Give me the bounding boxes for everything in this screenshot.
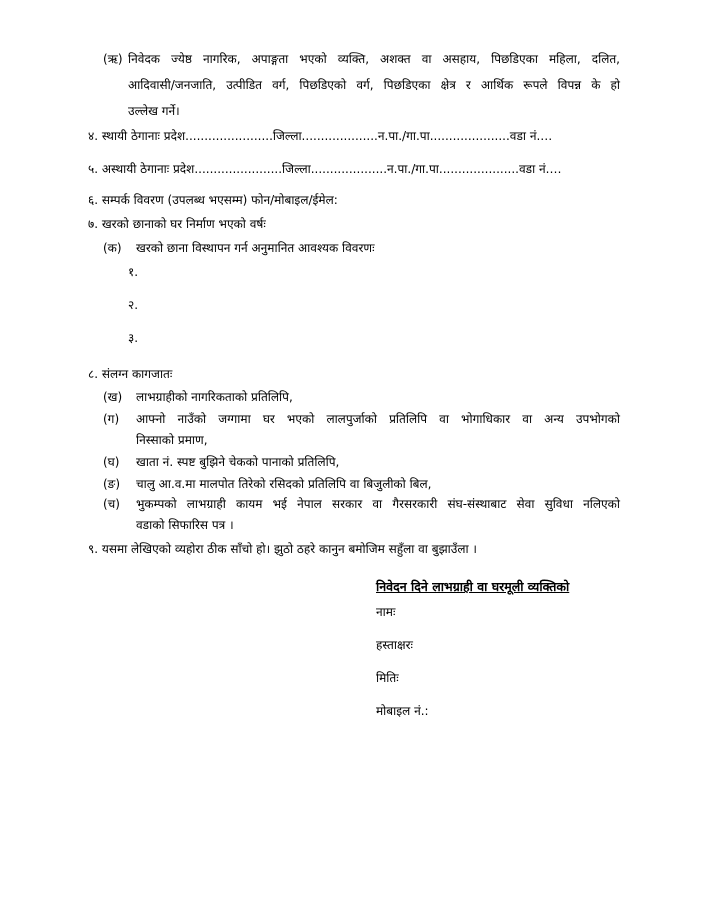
signature-block-title: निवेदन दिने लाभग्राही वा घरमूली व्यक्तिको: [376, 579, 570, 594]
estimate-point-1: १.: [128, 265, 139, 279]
temporary-address-line: ५. अस्थायी ठेगानाः प्रदेश.......................जिल्ला....................न.पा./गा.पा.....................वडा नं.…: [88, 162, 562, 176]
construction-year-line: ७. खरको छानाको घर निर्माण भएको वर्षः: [88, 217, 266, 231]
item7-ka-text: खरको छाना विस्थापन गर्न अनुमानित आवश्यक विवरणः: [136, 241, 375, 255]
attach-nga-marker: (ङ): [103, 477, 121, 491]
section-ri-marker: (ऋ): [103, 52, 123, 66]
attach-cha-line2: वडाको सिफारिस पत्र ।: [136, 518, 234, 532]
attach-gha-text: खाता नं. स्पष्ट बुझिने चेकको पानाको प्रतिलिपि,: [136, 455, 340, 469]
declaration-line: ९. यसमा लेखिएको व्यहोरा ठीक साँचो हो। झुठो ठहरे कानुन बमोजिम सहुँला वा बुझाउँला ।: [88, 542, 477, 556]
mobile-number-label: मोबाइल नं.:: [376, 704, 429, 718]
section-ri-line3: उल्लेख गर्ने।: [128, 104, 180, 118]
applicant-name-label: नामः: [376, 605, 396, 619]
attach-ga-marker: (ग): [103, 412, 120, 426]
item7-ka-marker: (क): [103, 241, 122, 255]
date-label: मितिः: [376, 671, 399, 685]
estimate-point-3: ३.: [128, 331, 139, 345]
attach-kha-text: लाभग्राहीको नागरिकताको प्रतिलिपि,: [136, 390, 293, 404]
attach-ga-line2: निस्साको प्रमाण,: [136, 433, 208, 447]
estimate-point-2: २.: [128, 298, 139, 312]
attach-cha-marker: (च): [103, 497, 120, 511]
attach-ga-line1: आफ्नो नाउँको जग्गामा घर भएको लालपुर्जाको प्रतिलिपि वा भोगाधिकार वा अन्य उपभोगको: [136, 412, 620, 426]
attachments-title: ८. संलग्न कागजातः: [88, 367, 173, 381]
attach-nga-text: चालु आ.व.मा मालपोत तिरेको रसिदको प्रतिलिपि वा बिजुलीको बिल,: [136, 477, 432, 491]
permanent-address-line: ४. स्थायी ठेगानाः प्रदेश.......................जिल्ला....................न.पा./गा.पा.....................वडा नं.…: [88, 129, 553, 143]
attach-cha-line1: भुकम्पको लाभग्राही कायम भई नेपाल सरकार वा गैरसरकारी संघ-संस्थाबाट सेवा सुविधा नलिएको: [136, 497, 620, 511]
section-ri-line2: आदिवासी/जनजाति, उत्पीडित वर्ग, पिछडिएको वर्ग, पिछडिएका क्षेत्र र आर्थिक रूपले विपन्न के हो: [128, 78, 620, 92]
contact-details-line: ६. सम्पर्क विवरण (उपलब्ध भएसम्म) फोन/मोबाइल/ईमेल:: [88, 193, 338, 207]
attach-kha-marker: (ख): [103, 390, 123, 404]
section-ri-line1: निवेदक ज्येष्ठ नागरिक, अपाङ्गता भएको व्यक्ति, अशक्त वा असहाय, पिछडिएका महिला, दलित,: [128, 52, 620, 66]
attach-gha-marker: (घ): [103, 455, 120, 469]
signature-label: हस्ताक्षरः: [376, 638, 413, 652]
